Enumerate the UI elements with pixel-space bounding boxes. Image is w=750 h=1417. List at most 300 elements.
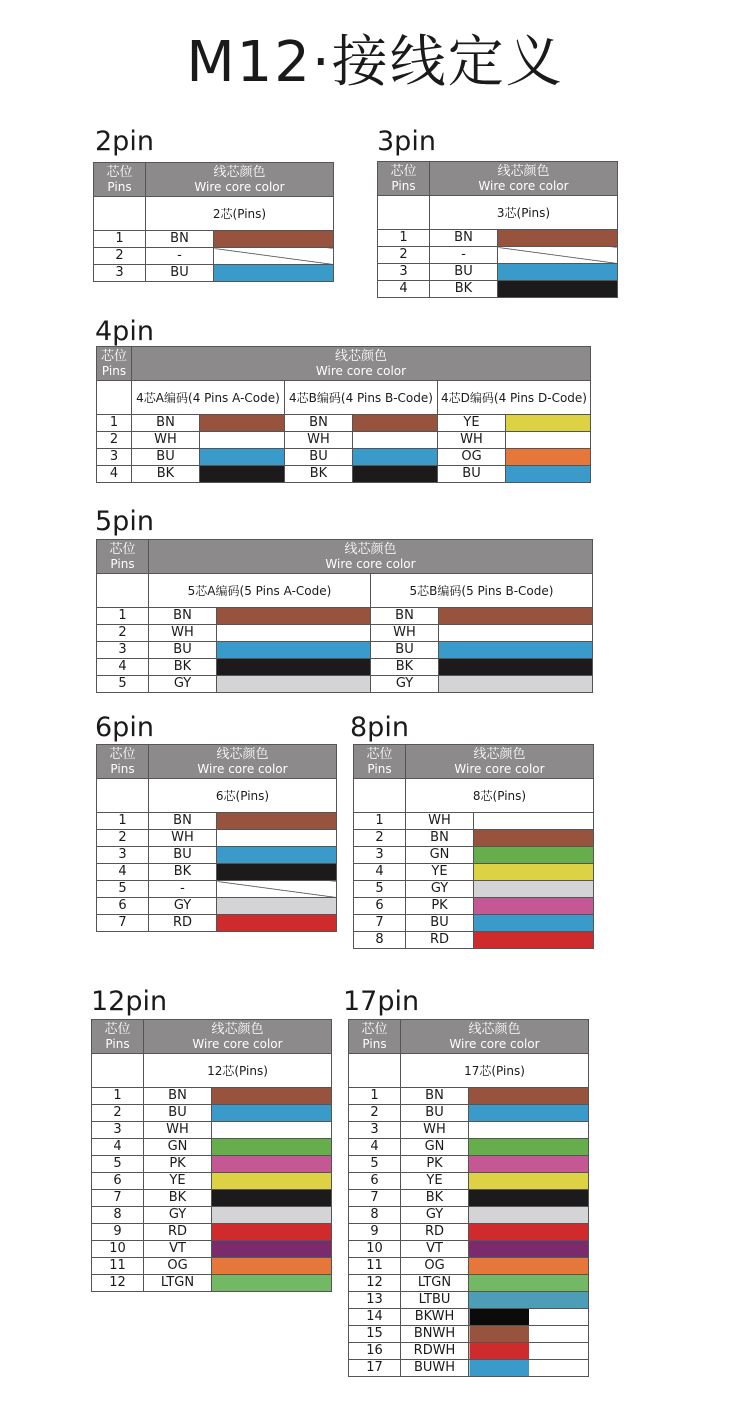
pins-header-en: Pins: [107, 179, 132, 194]
wiring-table-12pin: [91, 1019, 332, 1292]
blank-cell: [378, 196, 430, 230]
table-row: [97, 847, 337, 864]
pin-number: 2: [354, 830, 406, 847]
pin-number: 7: [354, 915, 406, 932]
group-label-row: [354, 779, 594, 813]
pins-header-en: Pins: [391, 178, 416, 193]
color-swatch: [474, 932, 594, 949]
color-swatch: [506, 449, 591, 466]
wire-code: BU: [132, 449, 200, 466]
wire-code: BN: [430, 230, 498, 247]
pin-number: 17: [349, 1360, 401, 1377]
color-swatch: [217, 659, 371, 676]
color-header: [146, 163, 334, 197]
pins-header-cn: 芯位: [109, 541, 136, 557]
pins-header: [97, 540, 149, 574]
color-swatch: [212, 1190, 332, 1207]
wire-code: -: [149, 881, 217, 898]
table-row: [349, 1360, 589, 1377]
color-header: [430, 162, 618, 196]
color-swatch: [217, 864, 337, 881]
color-swatch: [469, 1309, 589, 1326]
table-row: [94, 248, 334, 265]
color-swatch: [469, 1122, 589, 1139]
header-row: [94, 163, 334, 197]
pin-number: 8: [354, 932, 406, 949]
pin-number: 3: [354, 847, 406, 864]
color-swatch: [474, 915, 594, 932]
wire-code: RD: [406, 932, 474, 949]
pin-number: 2: [378, 247, 430, 264]
pin-number: 2: [92, 1105, 144, 1122]
pin-number: 5: [92, 1156, 144, 1173]
color-swatch: [498, 247, 618, 264]
group-label-row: [349, 1054, 589, 1088]
pins-header: [97, 347, 132, 381]
wire-code: BK: [285, 466, 353, 483]
table-row: [349, 1292, 589, 1309]
pin-number: 1: [97, 608, 149, 625]
wire-code: BN: [149, 608, 217, 625]
wire-code: BN: [144, 1088, 212, 1105]
color-swatch: [353, 449, 438, 466]
pin-number: 10: [349, 1241, 401, 1258]
pin-number: 13: [349, 1292, 401, 1309]
pins-header-en: Pins: [101, 363, 127, 378]
color-swatch: [212, 1088, 332, 1105]
group-label: 12芯(Pins): [144, 1054, 332, 1088]
wire-code: RD: [149, 915, 217, 932]
table-row: [92, 1122, 332, 1139]
pin-number: 15: [349, 1326, 401, 1343]
wire-code: GY: [371, 676, 439, 693]
table-row: [349, 1258, 589, 1275]
group-label-row: [97, 574, 593, 608]
pins-header-cn: 芯位: [100, 348, 127, 364]
wiring-table-4pin: [96, 346, 591, 483]
color-header-cn: 线芯颜色: [216, 746, 269, 762]
wire-code: BU: [401, 1105, 469, 1122]
table-row: [349, 1105, 589, 1122]
wire-code: VT: [144, 1241, 212, 1258]
color-swatch: [353, 466, 438, 483]
page-title: M12·接线定义: [186, 30, 564, 95]
color-swatch: [498, 281, 618, 298]
wire-code: GY: [149, 676, 217, 693]
table-row: [354, 881, 594, 898]
pin-number: 11: [349, 1258, 401, 1275]
color-swatch: [353, 432, 438, 449]
color-swatch: [469, 1343, 589, 1360]
pin-number: 4: [97, 864, 149, 881]
color-header: [149, 540, 593, 574]
wire-code: LTGN: [401, 1275, 469, 1292]
wire-code: BK: [144, 1190, 212, 1207]
color-swatch: [498, 230, 618, 247]
wire-code: GY: [149, 898, 217, 915]
table-row: [97, 449, 591, 466]
table-row: [349, 1224, 589, 1241]
header-row: [349, 1020, 589, 1054]
wire-code: RD: [401, 1224, 469, 1241]
group-label-row: [94, 197, 334, 231]
wire-code: RDWH: [401, 1343, 469, 1360]
pin-number: 5: [354, 881, 406, 898]
wire-code: GY: [406, 881, 474, 898]
wiring-table-2pin: [93, 162, 334, 282]
pin-number: 9: [92, 1224, 144, 1241]
wire-code: GY: [401, 1207, 469, 1224]
table-row: [354, 932, 594, 949]
color-swatch: [200, 415, 285, 432]
color-swatch: [498, 264, 618, 281]
table-row: [97, 915, 337, 932]
pins-header-cn: 芯位: [361, 1021, 388, 1037]
wiring-table-3pin: [377, 161, 618, 298]
wire-code: PK: [144, 1156, 212, 1173]
color-swatch: [217, 642, 371, 659]
color-swatch: [469, 1258, 589, 1275]
color-swatch: [469, 1190, 589, 1207]
color-header: [401, 1020, 589, 1054]
table-row: [349, 1088, 589, 1105]
color-swatch: [217, 608, 371, 625]
wire-code: LTBU: [401, 1292, 469, 1309]
color-header: [149, 745, 337, 779]
wire-code: WH: [401, 1122, 469, 1139]
color-header-cn: 线芯颜色: [473, 746, 526, 762]
group-label-row: [378, 196, 618, 230]
color-swatch: [474, 813, 594, 830]
table-row: [92, 1275, 332, 1292]
group-label: 8芯(Pins): [406, 779, 594, 813]
table-row: [349, 1309, 589, 1326]
table-row: [97, 830, 337, 847]
color-swatch: [469, 1156, 589, 1173]
color-header-en: Wire core color: [454, 761, 545, 776]
wire-code: WH: [438, 432, 506, 449]
color-header-en: Wire core color: [194, 179, 285, 194]
color-swatch: [214, 265, 334, 282]
table-row: [92, 1207, 332, 1224]
pin-number: 10: [92, 1241, 144, 1258]
color-swatch: [217, 813, 337, 830]
pin-number: 3: [94, 265, 146, 282]
color-swatch: [469, 1360, 589, 1377]
section-heading-6pin: 6pin: [95, 712, 154, 743]
header-row: [97, 540, 593, 574]
pin-number: 1: [97, 813, 149, 830]
pins-header: [94, 163, 146, 197]
section-heading-3pin: 3pin: [377, 126, 436, 157]
pin-number: 7: [97, 915, 149, 932]
color-swatch: [469, 1173, 589, 1190]
pins-header: [378, 162, 430, 196]
pin-number: 8: [92, 1207, 144, 1224]
color-swatch: [469, 1241, 589, 1258]
header-row: [97, 745, 337, 779]
table-row: [349, 1139, 589, 1156]
pins-header-en: Pins: [110, 761, 135, 776]
table-row: [94, 231, 334, 248]
color-swatch: [217, 676, 371, 693]
wire-code: BNWH: [401, 1326, 469, 1343]
table-row: [97, 625, 593, 642]
wire-code: BU: [285, 449, 353, 466]
pins-header-cn: 芯位: [366, 746, 393, 762]
blank-cell: [94, 197, 146, 231]
group-label: 6芯(Pins): [149, 779, 337, 813]
wire-code: WH: [132, 432, 200, 449]
pin-number: 3: [97, 847, 149, 864]
wire-code: LTGN: [144, 1275, 212, 1292]
wire-code: YE: [406, 864, 474, 881]
color-header: [406, 745, 594, 779]
table-row: [92, 1088, 332, 1105]
table-row: [378, 264, 618, 281]
color-swatch: [217, 830, 337, 847]
section-heading-17pin: 17pin: [343, 986, 420, 1017]
group-label: 3芯(Pins): [430, 196, 618, 230]
table-row: [97, 864, 337, 881]
table-row: [97, 881, 337, 898]
table-row: [349, 1275, 589, 1292]
pin-number: 7: [349, 1190, 401, 1207]
table-row: [354, 847, 594, 864]
color-swatch: [212, 1258, 332, 1275]
pins-header-en: Pins: [367, 761, 392, 776]
color-header: [132, 347, 591, 381]
group-label: 4芯B编码(4 Pins B-Code): [285, 381, 438, 415]
group-label: 5芯B编码(5 Pins B-Code): [371, 574, 593, 608]
group-label: 17芯(Pins): [401, 1054, 589, 1088]
wire-code: BN: [371, 608, 439, 625]
table-row: [378, 281, 618, 298]
wire-code: BU: [149, 847, 217, 864]
wire-code: BU: [149, 642, 217, 659]
table-row: [354, 915, 594, 932]
color-swatch: [439, 659, 593, 676]
table-row: [354, 898, 594, 915]
table-row: [92, 1258, 332, 1275]
pin-number: 6: [97, 898, 149, 915]
wire-code: BU: [438, 466, 506, 483]
wire-code: BN: [146, 231, 214, 248]
pin-number: 4: [92, 1139, 144, 1156]
wire-code: BK: [149, 659, 217, 676]
table-row: [378, 230, 618, 247]
wire-code: YE: [438, 415, 506, 432]
pins-header: [97, 745, 149, 779]
color-header-cn: 线芯颜色: [497, 163, 550, 179]
table-row: [97, 608, 593, 625]
color-swatch: [474, 864, 594, 881]
pin-number: 1: [94, 231, 146, 248]
color-swatch: [439, 608, 593, 625]
header-row: [378, 162, 618, 196]
wire-code: OG: [401, 1258, 469, 1275]
pin-number: 8: [349, 1207, 401, 1224]
wire-code: BU: [371, 642, 439, 659]
wire-code: WH: [285, 432, 353, 449]
wiring-table-8pin: [353, 744, 594, 949]
section-heading-5pin: 5pin: [95, 506, 154, 537]
color-header-en: Wire core color: [197, 761, 288, 776]
pin-number: 3: [92, 1122, 144, 1139]
wiring-table-6pin: [96, 744, 337, 932]
blank-cell: [92, 1054, 144, 1088]
color-swatch: [212, 1241, 332, 1258]
pin-number: 1: [378, 230, 430, 247]
color-swatch: [200, 449, 285, 466]
color-header-en: Wire core color: [192, 1036, 283, 1051]
table-row: [349, 1173, 589, 1190]
wire-code: BK: [132, 466, 200, 483]
pins-header-en: Pins: [105, 1036, 130, 1051]
table-row: [97, 659, 593, 676]
pin-number: 6: [354, 898, 406, 915]
table-row: [349, 1190, 589, 1207]
color-swatch: [506, 432, 591, 449]
pin-number: 1: [349, 1088, 401, 1105]
color-swatch: [217, 847, 337, 864]
group-label: 4芯A编码(4 Pins A-Code): [132, 381, 285, 415]
color-swatch: [469, 1105, 589, 1122]
table-row: [349, 1241, 589, 1258]
wire-code: BKWH: [401, 1309, 469, 1326]
wire-code: BK: [430, 281, 498, 298]
table-row: [97, 813, 337, 830]
table-row: [92, 1241, 332, 1258]
wire-code: RD: [144, 1224, 212, 1241]
table-row: [97, 642, 593, 659]
table-row: [349, 1122, 589, 1139]
pins-header-en: Pins: [110, 556, 135, 571]
color-swatch: [474, 830, 594, 847]
wire-code: OG: [144, 1258, 212, 1275]
table-row: [97, 432, 591, 449]
pin-number: 9: [349, 1224, 401, 1241]
wire-code: GN: [401, 1139, 469, 1156]
section-heading-2pin: 2pin: [95, 126, 154, 157]
pin-number: 3: [97, 642, 149, 659]
wire-code: BK: [371, 659, 439, 676]
color-header-cn: 线芯颜色: [334, 348, 387, 364]
color-swatch: [212, 1122, 332, 1139]
pin-number: 7: [92, 1190, 144, 1207]
section-heading-4pin: 4pin: [95, 316, 154, 347]
pin-number: 4: [97, 659, 149, 676]
header-row: [97, 347, 591, 381]
blank-cell: [97, 574, 149, 608]
pin-number: 4: [97, 466, 132, 483]
color-header-cn: 线芯颜色: [344, 541, 397, 557]
table-row: [354, 864, 594, 881]
color-swatch: [217, 625, 371, 642]
color-swatch: [469, 1326, 589, 1343]
wire-code: WH: [371, 625, 439, 642]
table-row: [97, 676, 593, 693]
color-swatch: [469, 1207, 589, 1224]
pin-number: 4: [378, 281, 430, 298]
table-row: [349, 1207, 589, 1224]
table-row: [354, 830, 594, 847]
color-swatch: [469, 1275, 589, 1292]
table-row: [354, 813, 594, 830]
color-header-en: Wire core color: [478, 178, 569, 193]
wire-code: VT: [401, 1241, 469, 1258]
table-row: [92, 1156, 332, 1173]
pin-number: 3: [378, 264, 430, 281]
color-swatch: [439, 676, 593, 693]
table-row: [92, 1105, 332, 1122]
pins-header-cn: 芯位: [390, 163, 417, 179]
color-swatch: [212, 1139, 332, 1156]
table-row: [92, 1190, 332, 1207]
group-label-row: [97, 381, 591, 415]
header-row: [354, 745, 594, 779]
color-swatch: [474, 847, 594, 864]
table-row: [349, 1156, 589, 1173]
wire-code: BN: [406, 830, 474, 847]
color-swatch: [469, 1292, 589, 1309]
wiring-table-17pin: [348, 1019, 589, 1377]
color-swatch: [353, 415, 438, 432]
color-swatch: [439, 642, 593, 659]
pin-number: 4: [354, 864, 406, 881]
wire-code: BN: [132, 415, 200, 432]
section-heading-8pin: 8pin: [350, 712, 409, 743]
wire-code: WH: [406, 813, 474, 830]
color-swatch: [217, 881, 337, 898]
table-row: [92, 1224, 332, 1241]
pin-number: 6: [349, 1173, 401, 1190]
wire-code: BU: [430, 264, 498, 281]
color-swatch: [217, 898, 337, 915]
pin-number: 11: [92, 1258, 144, 1275]
group-label-row: [97, 779, 337, 813]
color-swatch: [439, 625, 593, 642]
pin-number: 16: [349, 1343, 401, 1360]
color-header-en: Wire core color: [449, 1036, 540, 1051]
wire-code: WH: [149, 625, 217, 642]
wire-code: YE: [144, 1173, 212, 1190]
pin-number: 2: [97, 830, 149, 847]
color-swatch: [469, 1224, 589, 1241]
color-header-cn: 线芯颜色: [468, 1021, 521, 1037]
wire-code: BK: [401, 1190, 469, 1207]
wire-code: BUWH: [401, 1360, 469, 1377]
color-swatch: [212, 1156, 332, 1173]
pin-number: 3: [349, 1122, 401, 1139]
table-row: [349, 1343, 589, 1360]
pins-header-en: Pins: [362, 1036, 387, 1051]
pin-number: 14: [349, 1309, 401, 1326]
pin-number: 12: [92, 1275, 144, 1292]
pin-number: 3: [97, 449, 132, 466]
pin-number: 2: [94, 248, 146, 265]
pin-number: 5: [97, 881, 149, 898]
pin-number: 6: [92, 1173, 144, 1190]
pin-number: 2: [349, 1105, 401, 1122]
color-swatch: [212, 1105, 332, 1122]
table-row: [349, 1326, 589, 1343]
group-label: 2芯(Pins): [146, 197, 334, 231]
pin-number: 2: [97, 625, 149, 642]
color-swatch: [214, 248, 334, 265]
color-swatch: [212, 1275, 332, 1292]
color-header-cn: 线芯颜色: [213, 164, 266, 180]
